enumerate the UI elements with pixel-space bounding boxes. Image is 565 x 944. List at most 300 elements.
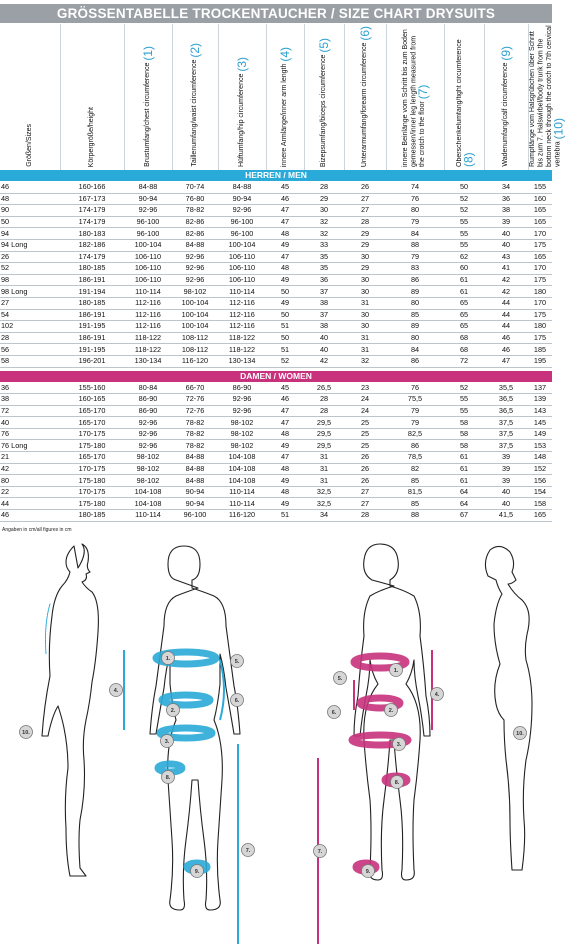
- measure-cell: 39: [484, 475, 528, 487]
- measure-cell: 28: [344, 216, 386, 228]
- measure-cell: 47: [484, 355, 528, 367]
- measure-cell: 42: [484, 286, 528, 298]
- measure-cell: 90-94: [124, 193, 172, 205]
- man-side-figure: [42, 544, 98, 876]
- column-number: (4): [277, 46, 292, 62]
- measure-cell: 100-104: [172, 297, 218, 309]
- measure-cell: 170-175: [60, 463, 124, 475]
- measure-cell: 186-191: [60, 274, 124, 286]
- measure-cell: 112-116: [124, 321, 172, 333]
- measure-cell: 65: [444, 297, 484, 309]
- measure-cell: 41,5: [484, 510, 528, 522]
- table-row: [0, 417, 552, 429]
- column-header: [218, 24, 266, 170]
- measure-cell: 31: [304, 452, 344, 464]
- measure-cell: 43: [484, 251, 528, 263]
- measure-cell: 174-179: [60, 205, 124, 217]
- measure-cell: 88: [386, 239, 444, 251]
- measure-cell: 37: [304, 286, 344, 298]
- measure-cell: 92-96: [172, 274, 218, 286]
- measure-cell: 40: [304, 344, 344, 356]
- measure-cell: 72-76: [172, 394, 218, 406]
- units-footnote: Angaben in cm/all figures in cm: [2, 527, 72, 533]
- measure-cell: 47: [266, 205, 304, 217]
- size-cell: 98: [0, 274, 60, 286]
- measure-cell: 40: [484, 239, 528, 251]
- marker-w6: 6.: [331, 710, 337, 716]
- table-row: [0, 463, 552, 475]
- measure-cell: 191-194: [60, 286, 124, 298]
- measure-cell: 86-90: [218, 382, 266, 394]
- column-header-text: Hüftumfang/hip circumference: [237, 73, 245, 167]
- measure-cell: 36,5: [484, 405, 528, 417]
- table-row: [0, 475, 552, 487]
- measure-cell: 106-110: [124, 251, 172, 263]
- marker-6: 6.: [234, 698, 240, 704]
- measure-cell: 26,5: [304, 382, 344, 394]
- measure-cell: 85: [386, 475, 444, 487]
- measure-cell: 31: [304, 475, 344, 487]
- column-number: (9): [498, 46, 513, 62]
- measure-cell: 55: [444, 239, 484, 251]
- measure-cell: 72-76: [172, 405, 218, 417]
- measure-cell: 46: [484, 332, 528, 344]
- measure-cell: 49: [266, 239, 304, 251]
- marker-8: 8.: [165, 775, 171, 781]
- measure-cell: 34: [304, 510, 344, 522]
- measure-cell: 98-102: [124, 452, 172, 464]
- measure-cell: 29,5: [304, 417, 344, 429]
- measure-cell: 29,5: [304, 440, 344, 452]
- measure-cell: 174-179: [60, 216, 124, 228]
- table-row: [0, 239, 552, 251]
- measure-cell: 175: [528, 332, 552, 344]
- size-cell: 28: [0, 332, 60, 344]
- measure-cell: 153: [528, 440, 552, 452]
- measure-cell: 62: [444, 251, 484, 263]
- measure-cell: 98-102: [172, 286, 218, 298]
- measure-cell: 174-179: [60, 251, 124, 263]
- column-header-text: Brustumfang/chest circumference: [143, 62, 151, 167]
- column-header-label: [456, 25, 473, 167]
- marker-w1: 1.: [393, 668, 399, 674]
- size-cell: 52: [0, 263, 60, 275]
- measure-cell: 47: [266, 251, 304, 263]
- measure-cell: 79: [386, 405, 444, 417]
- measure-cell: 35,5: [484, 382, 528, 394]
- size-cell: 56: [0, 344, 60, 356]
- table-row: [0, 440, 552, 452]
- measure-cell: 170: [528, 263, 552, 275]
- measure-cell: 78-82: [172, 440, 218, 452]
- measure-cell: 74: [386, 182, 444, 194]
- size-cell: 58: [0, 355, 60, 367]
- column-number: (10): [551, 118, 565, 140]
- measure-cell: 86: [386, 355, 444, 367]
- measure-cell: 35: [304, 263, 344, 275]
- measure-cell: 79: [386, 417, 444, 429]
- measure-cell: 110-114: [218, 486, 266, 498]
- column-header: [172, 24, 218, 170]
- marker-w3: 3.: [396, 742, 402, 748]
- measure-cell: 154: [528, 486, 552, 498]
- measure-cell: 32: [304, 228, 344, 240]
- column-header-label: [277, 46, 292, 167]
- measure-cell: 30: [344, 321, 386, 333]
- measure-cell: 47: [266, 417, 304, 429]
- measure-cell: 92-96: [124, 428, 172, 440]
- table-row: [0, 428, 552, 440]
- measure-cell: 86-90: [124, 394, 172, 406]
- measure-cell: 52: [266, 355, 304, 367]
- measure-cell: 185: [528, 344, 552, 356]
- measure-cell: 170-175: [60, 428, 124, 440]
- size-cell: 98 Long: [0, 286, 60, 298]
- measure-cell: 88: [386, 510, 444, 522]
- measure-cell: 48: [266, 228, 304, 240]
- column-header: [528, 24, 565, 170]
- measure-cell: 30: [304, 205, 344, 217]
- measure-cell: 104-108: [218, 463, 266, 475]
- size-cell: 102: [0, 321, 60, 333]
- measure-cell: 85: [386, 309, 444, 321]
- measure-cell: 78,5: [386, 452, 444, 464]
- measure-cell: 80: [386, 297, 444, 309]
- size-table-body: [0, 24, 565, 521]
- column-number: (7): [416, 84, 431, 100]
- marker-w7: 7.: [317, 849, 323, 855]
- table-row: [0, 286, 552, 298]
- measure-cell: 186-191: [60, 309, 124, 321]
- column-header-text: Größen/Sizes: [25, 124, 33, 167]
- marker-w5: 5.: [337, 676, 343, 682]
- measure-cell: 52: [444, 382, 484, 394]
- column-header-text: Bizepsumfang/biceps circumference: [319, 54, 327, 167]
- measure-cell: 89: [386, 321, 444, 333]
- measure-cell: 23: [344, 382, 386, 394]
- measure-cell: 98-102: [124, 463, 172, 475]
- measure-cell: 106-110: [124, 263, 172, 275]
- measure-cell: 82: [386, 463, 444, 475]
- size-cell: 76: [0, 428, 60, 440]
- woman-side-figure: [485, 546, 532, 870]
- measure-cell: 42: [484, 274, 528, 286]
- size-cell: 94 Long: [0, 239, 60, 251]
- measure-cell: 96-100: [124, 216, 172, 228]
- table-row: [0, 263, 552, 275]
- measure-cell: 104-108: [124, 486, 172, 498]
- measure-cell: 26: [344, 182, 386, 194]
- measure-cell: 158: [528, 498, 552, 510]
- column-header-label: [529, 25, 563, 167]
- measure-cell: 191-195: [60, 321, 124, 333]
- measure-cell: 82-86: [172, 216, 218, 228]
- measure-cell: 29: [304, 193, 344, 205]
- measure-cell: 106-110: [218, 274, 266, 286]
- measure-cell: 160: [528, 193, 552, 205]
- measure-cell: 110-114: [218, 498, 266, 510]
- measure-cell: 180-185: [60, 510, 124, 522]
- measure-cell: 61: [444, 286, 484, 298]
- measure-cell: 92-96: [124, 440, 172, 452]
- column-header-label: [26, 124, 35, 167]
- measure-cell: 40: [304, 332, 344, 344]
- measure-cell: 175-180: [60, 440, 124, 452]
- measure-cell: 33: [304, 239, 344, 251]
- measure-cell: 49: [266, 440, 304, 452]
- measure-cell: 81,5: [386, 486, 444, 498]
- measure-cell: 191-195: [60, 344, 124, 356]
- measure-cell: 26: [344, 463, 386, 475]
- measure-cell: 98-102: [218, 428, 266, 440]
- measure-cell: 86-90: [124, 405, 172, 417]
- measure-cell: 98-102: [218, 440, 266, 452]
- column-header-text: Körpergröße/height: [87, 106, 95, 167]
- column-header: [484, 24, 528, 170]
- measure-cell: 96-100: [172, 510, 218, 522]
- column-number: (2): [187, 43, 202, 59]
- measure-cell: 160-165: [60, 394, 124, 406]
- measure-cell: 50: [266, 309, 304, 321]
- column-number: (5): [316, 37, 331, 53]
- column-header-text: Taillenumfang/waist circumference: [190, 60, 198, 167]
- measure-cell: 38: [304, 321, 344, 333]
- measure-cell: 148: [528, 452, 552, 464]
- column-header-text: Wadenumfang/calf circumference: [501, 62, 509, 167]
- column-header-text: innere Armlänge/inner arm length: [280, 63, 288, 167]
- column-header: [266, 24, 304, 170]
- marker-7: 7.: [245, 848, 251, 854]
- measure-cell: 49: [266, 498, 304, 510]
- measure-cell: 48: [266, 428, 304, 440]
- measure-cell: 79: [386, 216, 444, 228]
- measure-cell: 44: [484, 309, 528, 321]
- column-header: [444, 24, 484, 170]
- measure-cell: 76: [386, 193, 444, 205]
- size-cell: 94: [0, 228, 60, 240]
- measure-cell: 24: [344, 405, 386, 417]
- measure-cell: 112-116: [218, 321, 266, 333]
- measure-cell: 72: [444, 355, 484, 367]
- table-row: [0, 382, 552, 394]
- measure-cell: 155: [528, 182, 552, 194]
- column-header-label: [316, 37, 331, 167]
- measure-cell: 110-114: [124, 286, 172, 298]
- marker-circles: [20, 652, 527, 878]
- measure-cell: 38: [304, 297, 344, 309]
- size-cell: 72: [0, 405, 60, 417]
- measure-cell: 112-116: [124, 309, 172, 321]
- measure-cell: 89: [386, 286, 444, 298]
- measure-cell: 92-96: [172, 251, 218, 263]
- measure-cell: 40: [484, 498, 528, 510]
- measure-cell: 30: [344, 251, 386, 263]
- measure-cell: 118-122: [218, 344, 266, 356]
- size-cell: 40: [0, 417, 60, 429]
- measure-cell: 27: [344, 498, 386, 510]
- measure-cell: 68: [444, 344, 484, 356]
- measure-cell: 44: [484, 321, 528, 333]
- column-header-label: [234, 56, 249, 167]
- marker-4: 4.: [113, 688, 119, 694]
- measure-cell: 31: [344, 332, 386, 344]
- measure-cell: 68: [444, 332, 484, 344]
- measure-cell: 55: [444, 216, 484, 228]
- measure-cell: 196-201: [60, 355, 124, 367]
- measure-cell: 165-170: [60, 452, 124, 464]
- measure-cell: 51: [266, 510, 304, 522]
- measure-cell: 170-175: [60, 486, 124, 498]
- measure-cell: 61: [444, 463, 484, 475]
- column-header-text: Rumpflänge vom Halsgrübchen über Schritt bis zum 7. Halswirbel/body trunk from the bottom neck through the crotch to 7th cervical vertebra: [528, 25, 561, 167]
- measure-cell: 155-160: [60, 382, 124, 394]
- measure-cell: 100-104: [124, 239, 172, 251]
- column-header-label: [88, 107, 97, 167]
- measure-cell: 37,5: [484, 440, 528, 452]
- measure-cell: 52: [444, 205, 484, 217]
- size-cell: 42: [0, 463, 60, 475]
- table-row: [0, 510, 552, 522]
- measure-cell: 49: [266, 297, 304, 309]
- measure-cell: 41: [484, 263, 528, 275]
- measure-cell: 108-112: [172, 332, 218, 344]
- measure-cell: 108-112: [172, 344, 218, 356]
- measure-cell: 28: [304, 182, 344, 194]
- measure-cell: 100-104: [218, 239, 266, 251]
- marker-w10: 10.: [516, 731, 524, 737]
- measure-cell: 27: [344, 193, 386, 205]
- table-row: [0, 216, 552, 228]
- measure-cell: 51: [266, 321, 304, 333]
- measure-cell: 50: [266, 286, 304, 298]
- measure-cell: 80: [386, 205, 444, 217]
- measure-cell: 195: [528, 355, 552, 367]
- measure-cell: 143: [528, 405, 552, 417]
- measure-cell: 139: [528, 394, 552, 406]
- column-header-text: Unterarmumfang/forearm circumference: [360, 42, 368, 167]
- measure-cell: 45: [266, 182, 304, 194]
- measure-cell: 64: [444, 486, 484, 498]
- measure-cell: 37,5: [484, 428, 528, 440]
- measure-cell: 32: [344, 355, 386, 367]
- measure-cell: 165: [528, 216, 552, 228]
- measure-cell: 116-120: [172, 355, 218, 367]
- size-cell: 50: [0, 216, 60, 228]
- column-header: [124, 24, 172, 170]
- column-header-text: Oberschenkelumfang/tight circumference: [455, 39, 463, 167]
- marker-labels: [22, 656, 524, 875]
- column-header: [304, 24, 344, 170]
- measure-cell: 47: [266, 216, 304, 228]
- measure-cell: 106-110: [124, 274, 172, 286]
- table-row: [0, 355, 552, 367]
- measure-cell: 90-94: [172, 486, 218, 498]
- measure-cell: 37: [304, 309, 344, 321]
- marker-1: 1.: [165, 656, 171, 662]
- table-row: [0, 309, 552, 321]
- measure-cell: 30: [344, 309, 386, 321]
- measure-cell: 46: [266, 394, 304, 406]
- measure-cell: 79: [386, 251, 444, 263]
- measure-cell: 165: [528, 251, 552, 263]
- size-cell: 22: [0, 486, 60, 498]
- measure-cell: 75,5: [386, 394, 444, 406]
- measure-cell: 92-96: [124, 417, 172, 429]
- measure-cell: 90-94: [218, 193, 266, 205]
- table-row: [0, 452, 552, 464]
- measure-cell: 106-110: [218, 251, 266, 263]
- measure-cell: 39: [484, 452, 528, 464]
- measure-cell: 42: [304, 355, 344, 367]
- measure-cell: 167-173: [60, 193, 124, 205]
- measure-cell: 104-108: [218, 475, 266, 487]
- measure-cell: 182-186: [60, 239, 124, 251]
- measure-cell: 48: [266, 463, 304, 475]
- measure-cell: 82-86: [172, 228, 218, 240]
- size-cell: 46: [0, 510, 60, 522]
- measure-cell: 130-134: [218, 355, 266, 367]
- measure-cell: 37,5: [484, 417, 528, 429]
- measure-cell: 90-94: [172, 498, 218, 510]
- measure-cell: 55: [444, 405, 484, 417]
- measure-cell: 55: [444, 228, 484, 240]
- measure-cell: 186-191: [60, 332, 124, 344]
- women-measure-bands: [352, 656, 408, 871]
- measure-cell: 36: [484, 193, 528, 205]
- table-row: [0, 182, 552, 194]
- size-cell: 44: [0, 498, 60, 510]
- measure-cell: 48: [266, 263, 304, 275]
- measure-cell: 29,5: [304, 428, 344, 440]
- measure-cell: 84: [386, 344, 444, 356]
- measure-cell: 25: [344, 417, 386, 429]
- marker-w2: 2.: [388, 708, 394, 714]
- measure-cell: 60: [444, 263, 484, 275]
- measure-cell: 165: [528, 205, 552, 217]
- measure-cell: 36: [304, 274, 344, 286]
- measure-cell: 24: [344, 394, 386, 406]
- marker-9: 9.: [194, 869, 200, 875]
- measure-cell: 35: [304, 251, 344, 263]
- measure-cell: 25: [344, 440, 386, 452]
- measure-cell: 25: [344, 428, 386, 440]
- table-row: [0, 394, 552, 406]
- measure-cell: 118-122: [124, 344, 172, 356]
- measure-cell: 67: [444, 510, 484, 522]
- measure-cell: 112-116: [218, 309, 266, 321]
- column-header-label: [357, 25, 372, 167]
- measure-cell: 96-100: [218, 228, 266, 240]
- measure-cell: 50: [444, 182, 484, 194]
- measure-cell: 86: [386, 440, 444, 452]
- measure-cell: 26: [344, 475, 386, 487]
- measure-cell: 44: [484, 297, 528, 309]
- measure-cell: 27: [344, 486, 386, 498]
- measure-cell: 130-134: [124, 355, 172, 367]
- measure-cell: 137: [528, 382, 552, 394]
- measure-cell: 51: [266, 344, 304, 356]
- measure-cell: 38: [484, 205, 528, 217]
- measure-cell: 49: [266, 274, 304, 286]
- measure-cell: 65: [444, 321, 484, 333]
- measure-cell: 96-100: [124, 228, 172, 240]
- measure-cell: 47: [266, 405, 304, 417]
- measure-cell: 104-108: [124, 498, 172, 510]
- measure-cell: 175-180: [60, 498, 124, 510]
- measure-cell: 180: [528, 321, 552, 333]
- measure-cell: 30: [344, 274, 386, 286]
- column-number: (1): [140, 46, 155, 61]
